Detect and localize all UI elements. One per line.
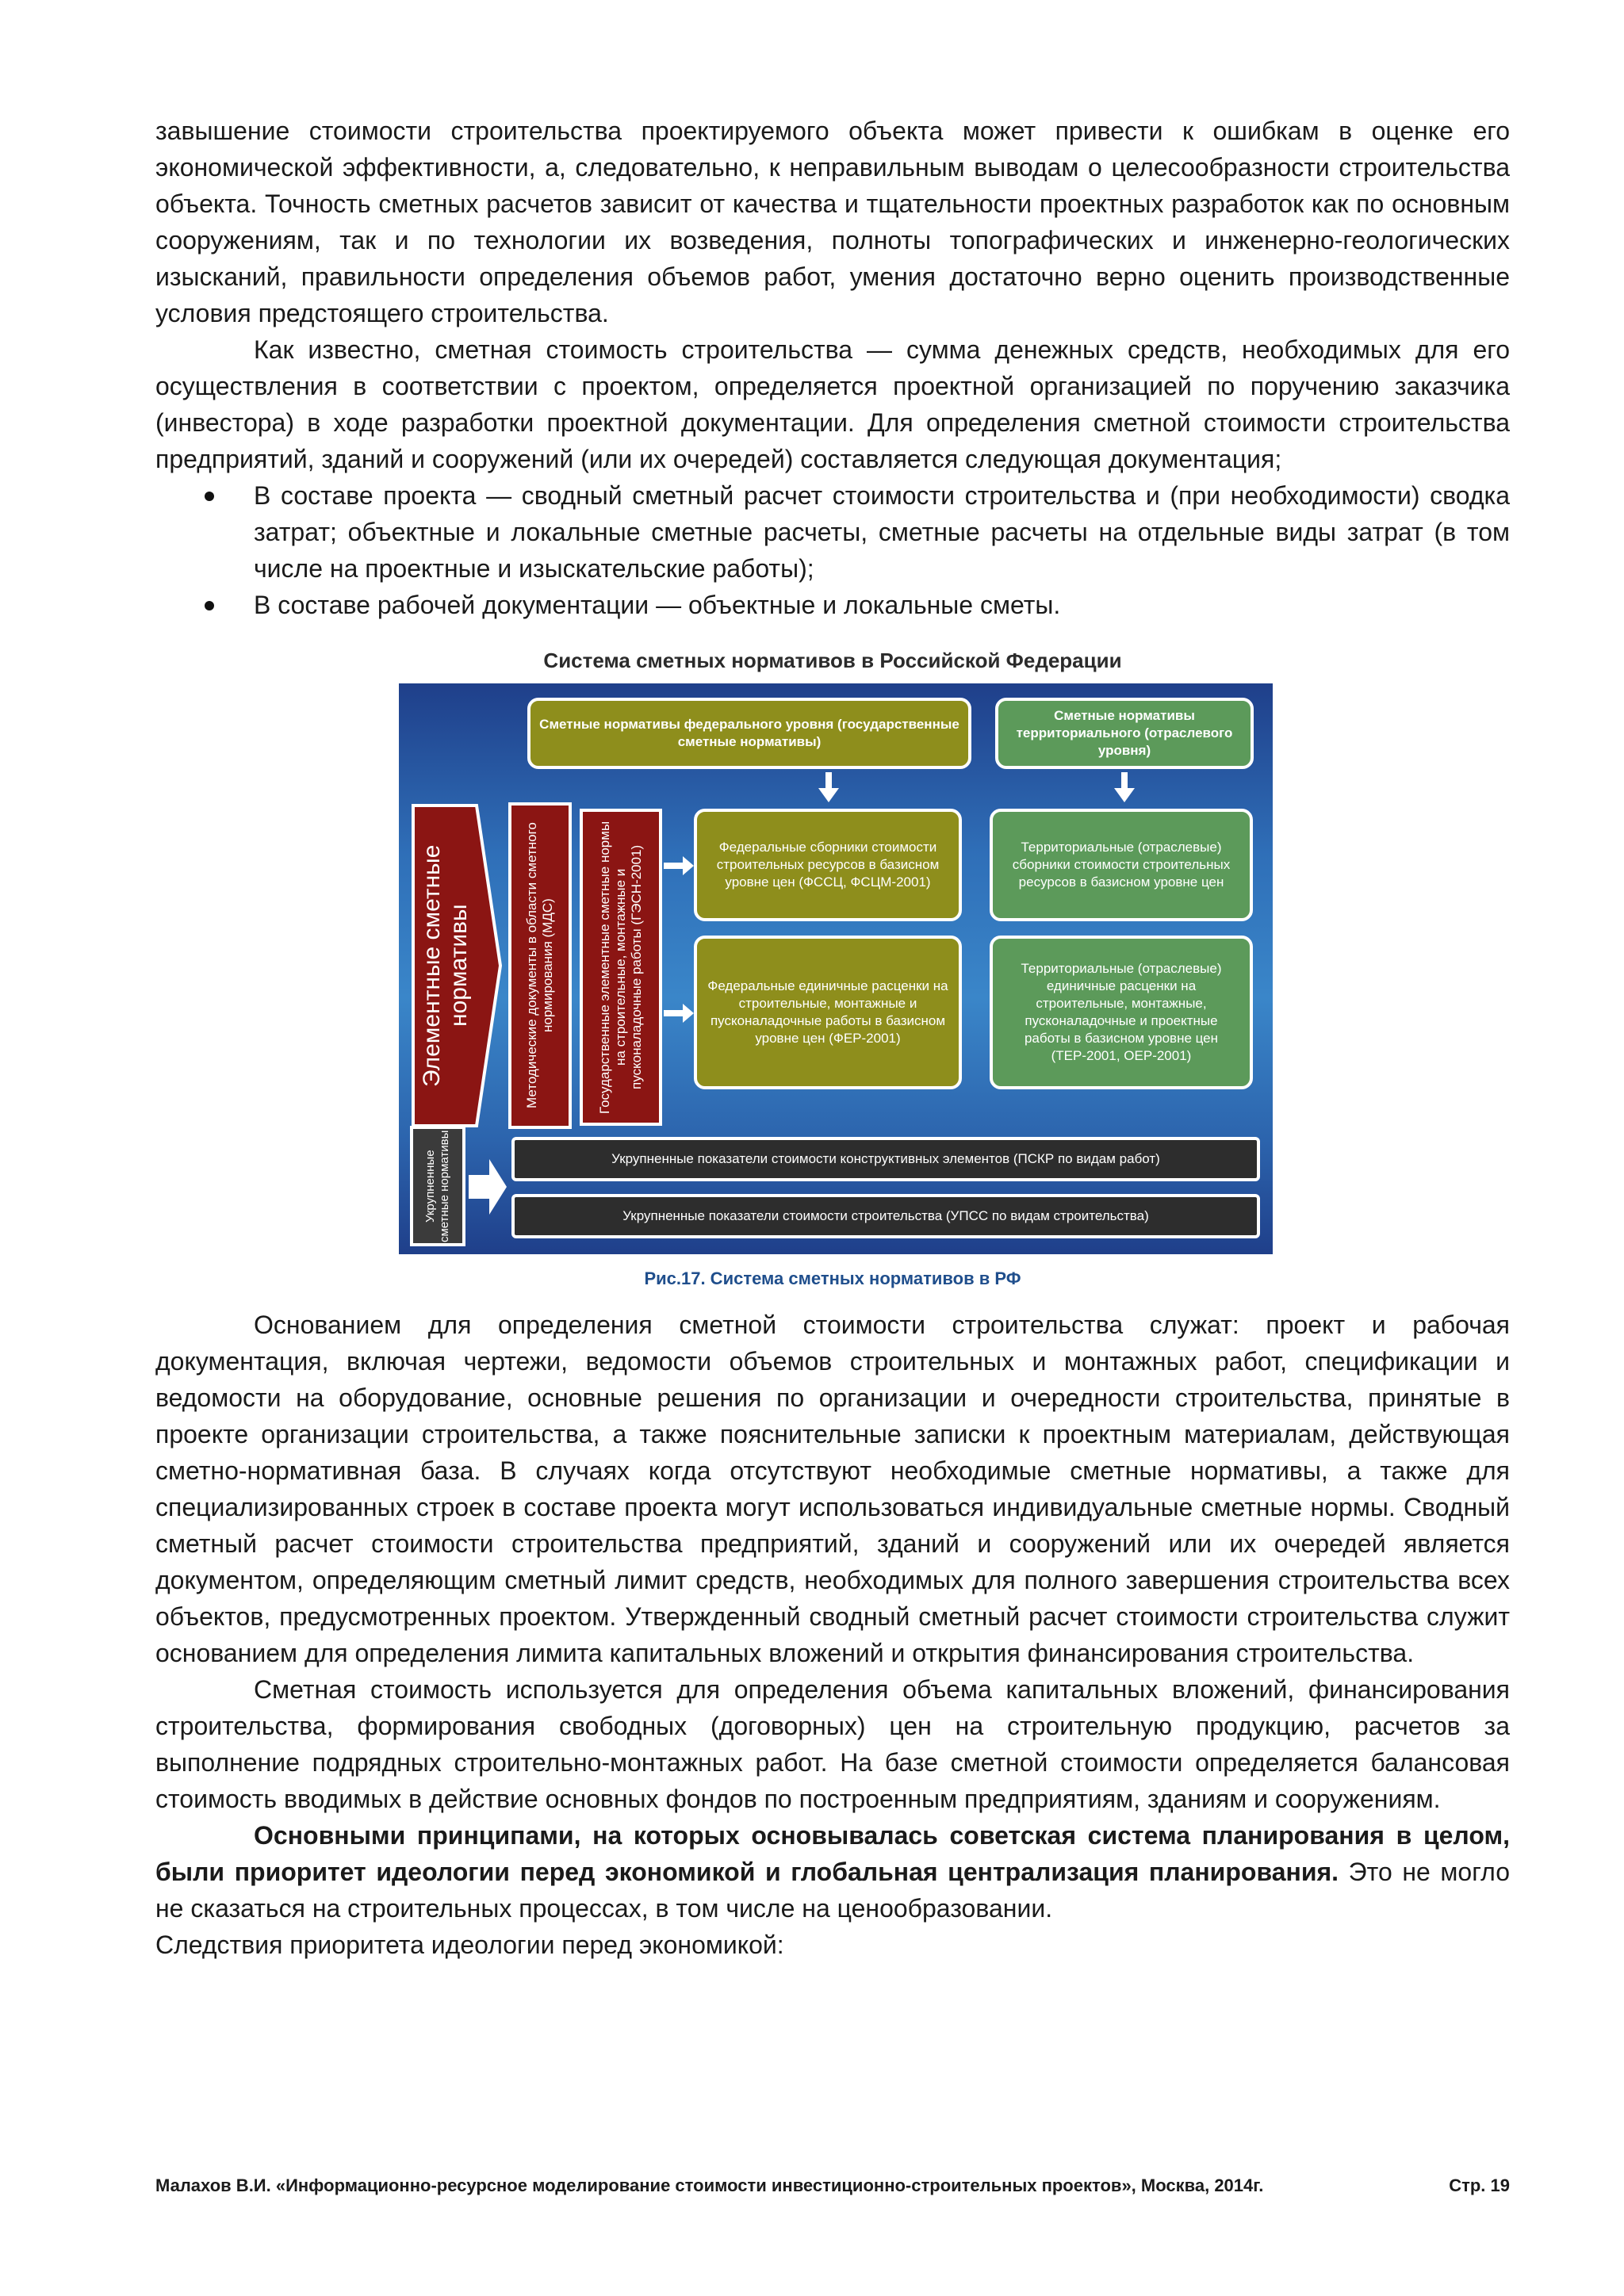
arrow-shaft (825, 772, 832, 790)
aggregated-norms-label: Укрупненные сметные нормативы (410, 1126, 465, 1246)
arrow-right-icon (469, 1159, 507, 1215)
footer-citation: Малахов В.И. «Информационно-ресурсное моделирование стоимости инвестиционно-строительных проектов», Москва, 2014г. (155, 2175, 1264, 2195)
fer-box: Федеральные единичные расценки на строительные, монтажные и пусконаладочные работы в базисном уровне цен (ФЕР-2001) (694, 936, 962, 1089)
figure-title: Система сметных нормативов в Российской Федерации (543, 649, 1122, 672)
figure-caption: Рис.17. Система сметных нормативов в РФ (644, 1269, 1021, 1288)
plain-text: Это не могло не сказаться на строительных процессах, в том числе на ценообразовании. (155, 1858, 1511, 1923)
bullet-icon (205, 492, 214, 501)
paragraph-6: Следствия приоритета идеологии перед экономикой: (155, 1931, 784, 1959)
list-item: В составе проекта — сводный сметный расчет стоимости строительства и (при необходимости) сводка затрат; объектные и локальные сметные расчеты, сметные расчеты на отдельные виды затрат (в том числе на проектные и изыскательские работы); (155, 477, 1510, 587)
arrow-down-icon (1114, 788, 1135, 802)
upss-bar: Укрупненные показатели стоимости строительства (УПСС по видам строительства) (511, 1194, 1260, 1238)
paragraph-2: Как известно, сметная стоимость строительства — сумма денежных средств, необходимых для его осуществления в соответствии с проектом, определяется проектной организацией по поручению заказчика (инвестора) в ходе разработки проектной документации. Для определения сметной стоимости строительства предприятий, зданий и сооружений (или их очередей) составляется следующая документация; (155, 335, 1510, 473)
paragraph-5 (155, 1817, 1510, 1927)
paragraph-4: Сметная стоимость используется для определения объема капитальных вложений, финансирования строительства, формирования свободных (договорных) цен на строительную продукцию, расчетов за выполнение подрядных строительно-монтажных работ. На базе сметной стоимости определяется балансовая стоимость вводимых в действие основных фондов по построенным предприятиям, зданиям и сооружениям. (155, 1675, 1510, 1813)
arrow-down-icon (818, 788, 839, 802)
bold-text: Основными принципами, на которых основывалась советская система планирования в целом, были приоритет идеологии перед экономикой и глобальная централизация планирования. (155, 1821, 1510, 1886)
bullet-icon (205, 601, 214, 610)
paragraph-3: Основанием для определения сметной стоимости строительства служат: проект и рабочая документация, включая чертежи, ведомости объемов строительных и монтажных работ, спецификации и ведомости на оборудование, основные решения по организации и очередности строительства, принятые в проекте организации строительства, а также пояснительные записки к проектным материалам, действующая сметно-нормативная база. В случаях когда отсутствуют необходимые сметные нормативы, а также для специализированных строек в составе проекта могут использоваться индивидуальные сметные нормы. Сводный сметный расчет стоимости строительства предприятий, зданий и сооружений или их очередей является документом, определяющим сметный лимит средств, необходимых для полного завершения строительства всех объектов, предусмотренных проектом. Утвержденный сводный сметный расчет стоимости строительства служит основанием для определения лимита капитальных вложений и открытия финансирования строительства. (155, 1311, 1510, 1667)
page-footer (155, 2175, 1510, 2196)
territorial-collections-box: Территориальные (отраслевые) сборники стоимости строительных ресурсов в базисном уровне цен (990, 809, 1253, 921)
bullet-list (155, 477, 1510, 623)
fssc-box: Федеральные сборники стоимости строительных ресурсов в базисном уровне цен (ФССЦ, ФСЦМ-2001) (694, 809, 962, 921)
territorial-level-box: Сметные нормативы территориального (отраслевого уровня) (995, 698, 1254, 769)
arrow-shaft (1121, 772, 1128, 790)
ter-box: Территориальные (отраслевые) единичные расценки на строительные, монтажные, пусконаладочные и проектные работы в базисном уровне цен (ТЕР-2001, ОЕР-2001) (990, 936, 1253, 1089)
pskr-bar: Укрупненные показатели стоимости конструктивных элементов (ПСКР по видам работ) (511, 1137, 1260, 1181)
page-content (155, 113, 1510, 1963)
page-number: Стр. 19 (1449, 2175, 1510, 2195)
list-item: В составе рабочей документации — объектные и локальные сметы. (155, 587, 1510, 623)
norms-diagram (399, 683, 1273, 1254)
mds-column: Методические документы в области сметного нормирования (МДС) (508, 802, 572, 1129)
arrow-right-icon (664, 1004, 694, 1023)
figure (155, 641, 1510, 1307)
arrow-right-icon (664, 856, 694, 875)
federal-level-box: Сметные нормативы федерального уровня (государственные сметные нормативы) (527, 698, 971, 769)
paragraph-1: завышение стоимости строительства проектируемого объекта может привести к ошибкам в оценке его экономической эффективности, а, следовательно, к неправильным выводам о целесообразности строительства объекта. Точность сметных расчетов зависит от качества и тщательности проектных разработок как по основным сооружениям, так и по технологии их возведения, полноты топографических и инженерно-геологических изысканий, правильности определения объемов работ, умения достаточно верно оценить производственные условия предстоящего строительства. (155, 117, 1510, 327)
gesn-column: Государственные элементные сметные нормы на строительные, монтажные и пусконаладочные работы (ГЭСН-2001) (580, 809, 662, 1126)
elementary-norms-label: Элементные сметные нормативы (419, 844, 472, 1087)
